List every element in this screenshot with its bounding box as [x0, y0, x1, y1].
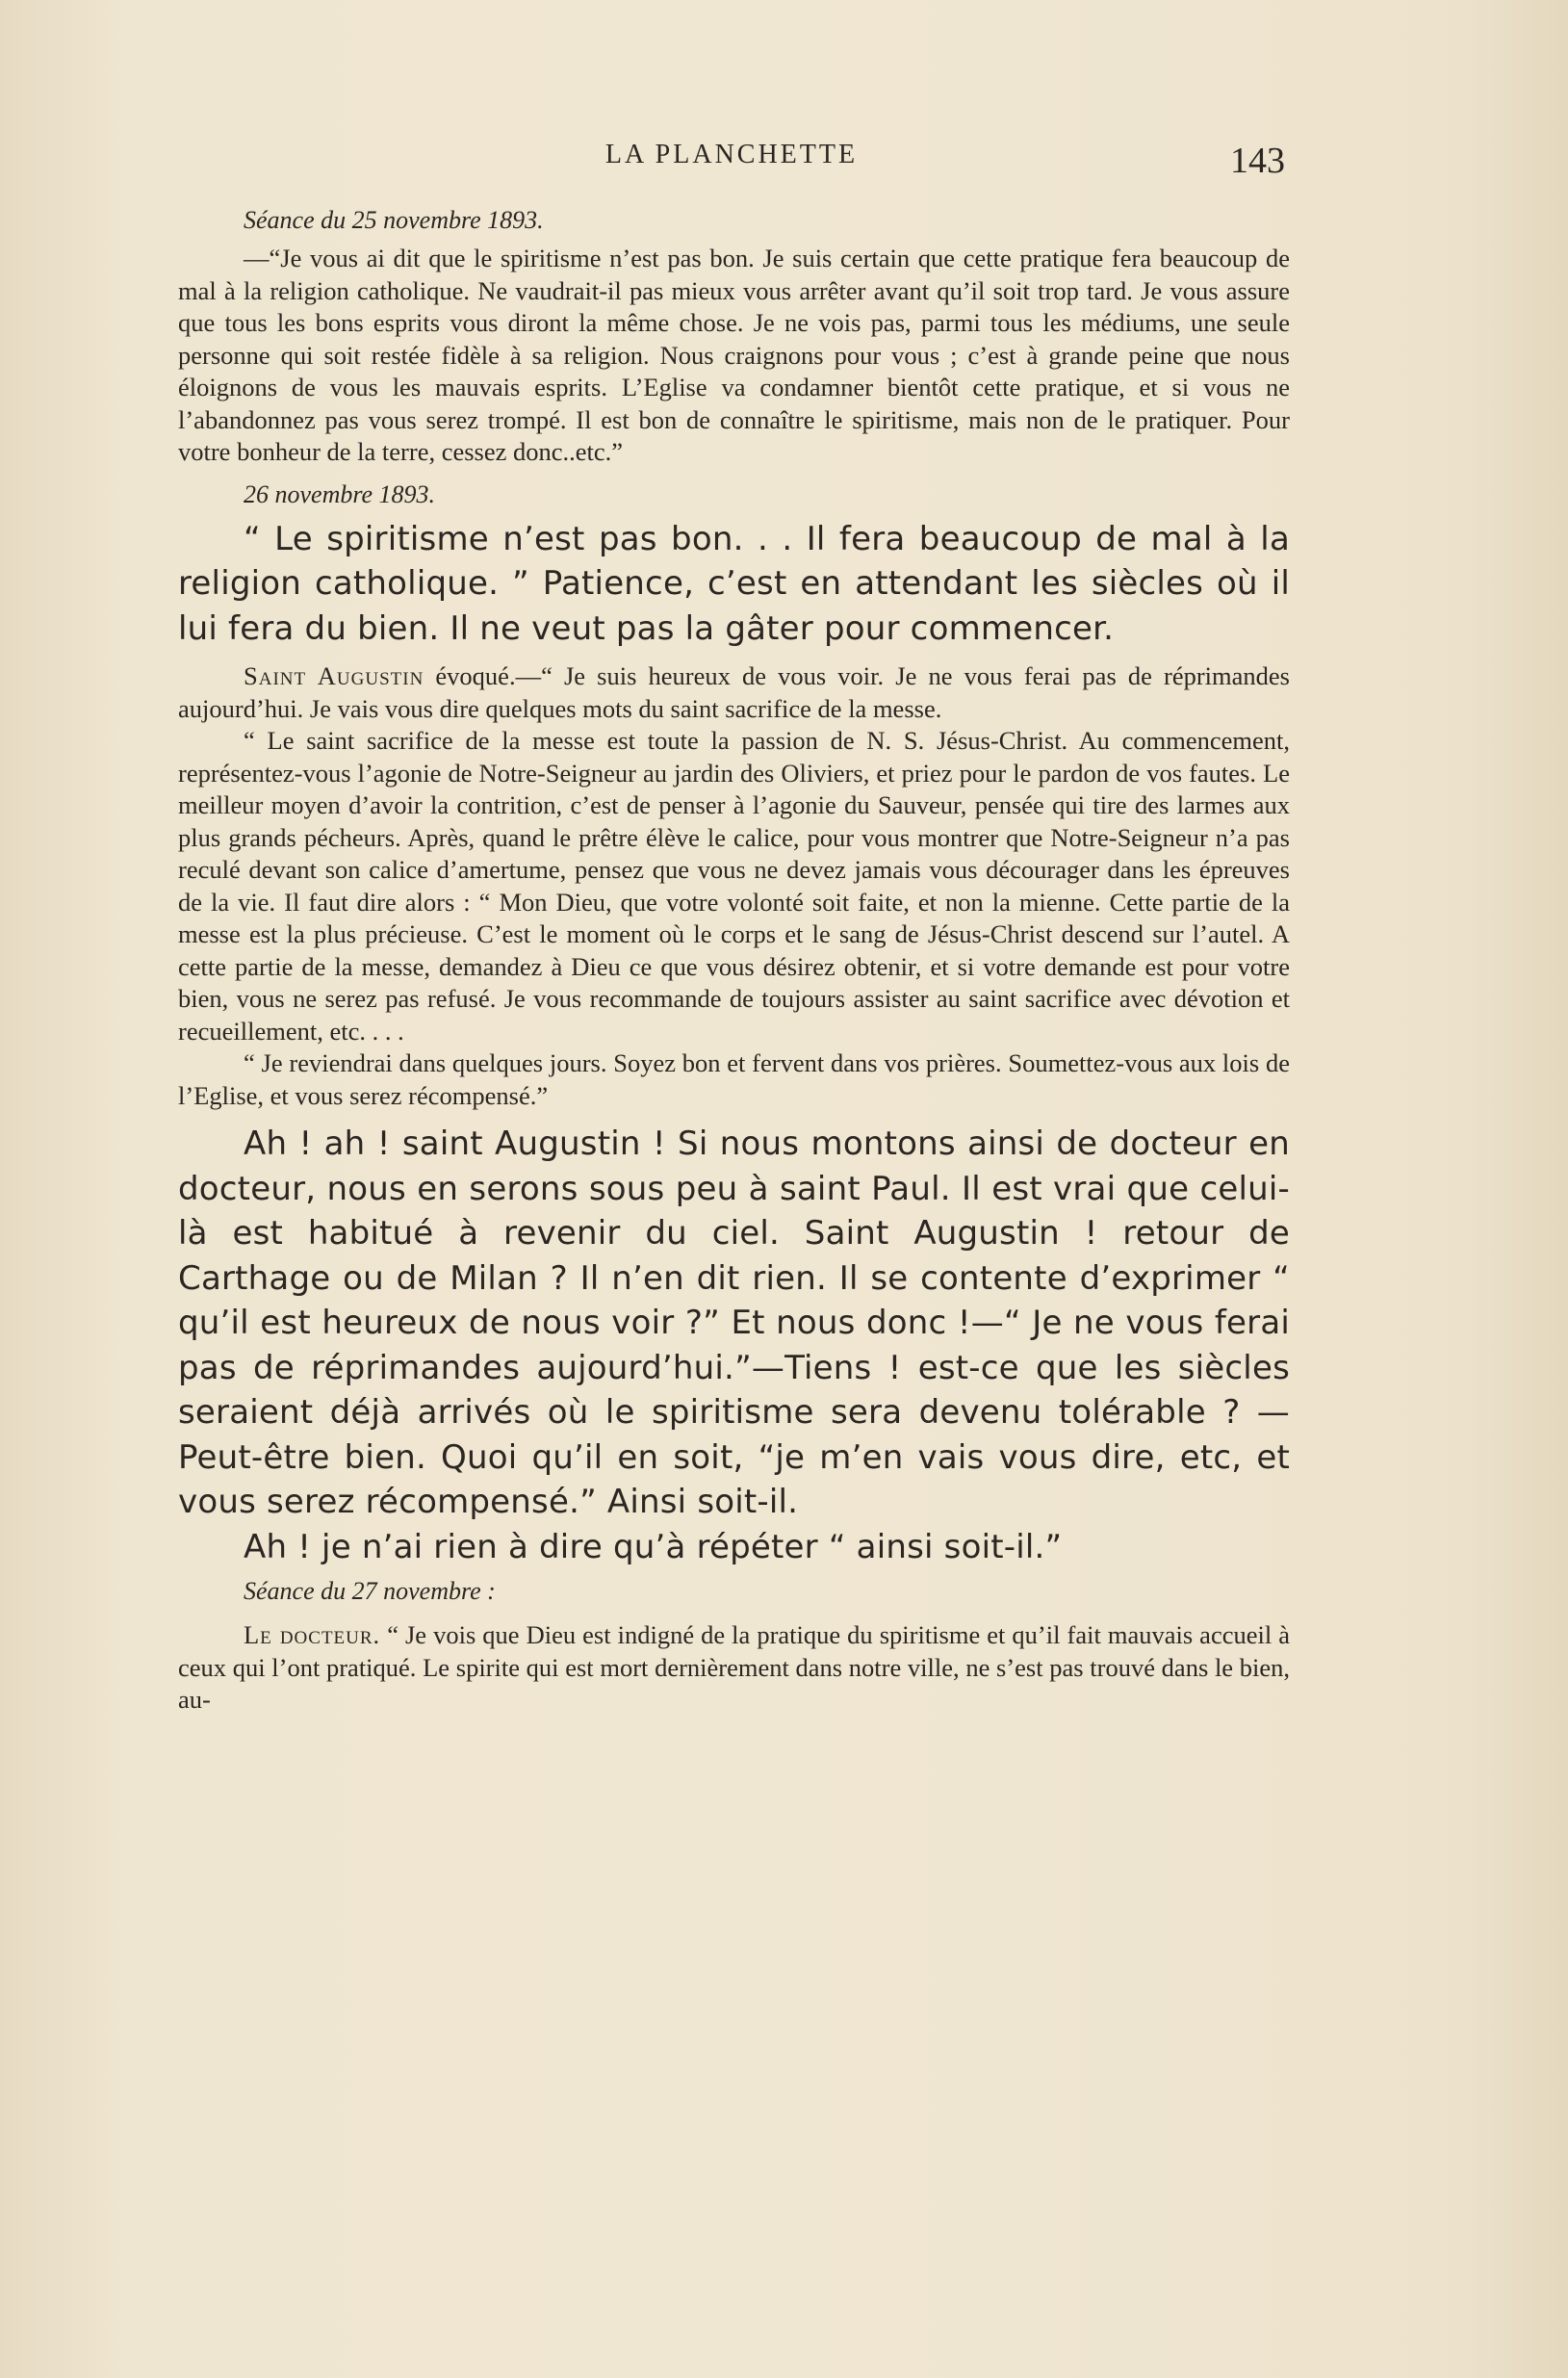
commentary-paragraph: “ Le spiritisme n’est pas bon. . . Il fera beaucoup de mal à la religion catholique. ” Patience, c’est en attendant les siècles où il lui fera du bien. Il ne veut pas la gâter pour commencer.: [178, 519, 1290, 648]
quoted-paragraph: [178, 660, 1290, 725]
running-head: LA PLANCHETTE: [604, 140, 859, 169]
commentary-paragraph: Ah ! ah ! saint Augustin ! Si nous montons ainsi de docteur en docteur, nous en serons sous peu à saint Paul. Il est vrai que celui-là est habitué à revenir du ciel. Saint Augustin ! retour de Carthage ou de Milan ? Il n’en dit rien. Il se contente d’exprimer “ qu’il est heureux de nous voir ?” Et nous donc !—“ Je ne vous ferai pas de réprimandes aujourd’hui.”—Tiens ! est-ce que les siècles seraient déjà arrivés où le spiritisme sera devenu tolérable ? —Peut-être bien. Quoi qu’il en soit, “je m’en vais vous dire, etc, et vous serez récompensé.” Ainsi soit-il.: [178, 1124, 1290, 1521]
quoted-paragraph: “ Je reviendrai dans quelques jours. Soyez bon et fervent dans vos prières. Soumettez-vous aux lois de l’Eglise, et vous serez récompensé.”: [178, 1048, 1290, 1110]
speaker-name: Saint Augustin: [244, 661, 424, 690]
quoted-paragraph: [178, 1619, 1290, 1717]
entry-date: Séance du 27 novembre :: [244, 1577, 496, 1605]
quoted-paragraph: “ Le saint sacrifice de la messe est toute la passion de N. S. Jésus-Christ. Au commencement, représentez-vous l’agonie de Notre-Seigneur au jardin des Oliviers, et priez pour le pardon de vos fautes. Le meilleur moyen d’avoir la contrition, c’est de penser à l’agonie du Sauveur, pensée qui tire des larmes aux plus grands pécheurs. Après, quand le prêtre élève le calice, pour vous montrer que Notre-Seigneur n’a pas reculé devant son calice d’amertume, pensez que vous ne devez jamais vous décourager dans les épreuves de la vie. Il faut dire alors : “ Mon Dieu, que votre volonté soit faite, et non la mienne. Cette partie de la messe est la plus précieuse. C’est le moment où le corps et le sang de Jésus-Christ descend sur l’autel. A cette partie de la messe, demandez à Dieu ce que vous désirez obtenir, et si votre demande est pour votre bien, vous ne serez pas refusé. Je vous recommande de toujours assister au saint sacrifice avec dévotion et recueillement, etc. . . .: [178, 726, 1290, 1046]
speaker-name: Le docteur.: [244, 1620, 381, 1649]
page-header: [178, 140, 1285, 188]
paragraph-text: évoqué.—“ Je suis heureux de vous voir. Je ne vous ferai pas de réprimandes aujourd’hui. Je vais vous dire quelques mots du saint sacrifice de la messe.: [178, 661, 1290, 723]
entry-date: 26 novembre 1893.: [244, 479, 436, 508]
paragraph-text: “ Je vois que Dieu est indigné de la pratique du spiritisme et qu’il fait mauvais accueil à ceux qui l’ont pratiqué. Le spirite qui est mort dernièrement dans notre ville, ne s’est pas trouvé dans le bien, au-: [178, 1620, 1290, 1714]
commentary-paragraph: Ah ! je n’ai rien à dire qu’à répéter “ ainsi soit-il.”: [244, 1527, 1063, 1566]
quoted-paragraph: —“Je vous ai dit que le spiritisme n’est pas bon. Je suis certain que cette pratique fera beaucoup de mal à la religion catholique. Ne vaudrait-il pas mieux vous arrêter avant qu’il soit trop tard. Je vous assure que tous les bons esprits vous diront la même chose. Je ne vois pas, parmi tous les médiums, une seule personne qui soit restée fidèle à sa religion. Nous craignons pour vous ; c’est à grande peine que nous éloignons de vous les mauvais esprits. L’Eglise va condamner bientôt cette pratique, et si vous ne l’abandonnez pas vous serez trompé. Il est bon de connaître le spiritisme, mais non de le pratiquer. Pour votre bonheur de la terre, cessez donc..etc.”: [178, 244, 1290, 466]
page-body: [178, 204, 1290, 1717]
page-number: 143: [1230, 141, 1285, 181]
entry-date: Séance du 25 novembre 1893.: [244, 206, 544, 234]
